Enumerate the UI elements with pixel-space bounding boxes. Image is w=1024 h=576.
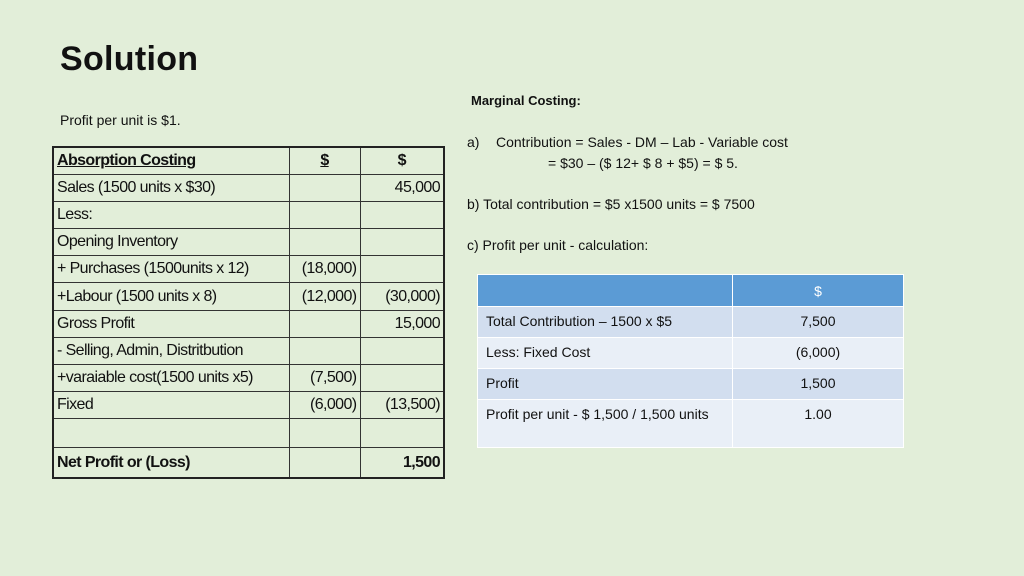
- table-row: [53, 201, 444, 228]
- table-row: [53, 365, 444, 392]
- row-value-1: (12,000): [289, 283, 360, 310]
- marginal-costing-table: [477, 274, 904, 448]
- table-row: [53, 419, 444, 448]
- row-value-1: [289, 229, 360, 256]
- row-value: 7,500: [733, 307, 904, 338]
- table-row: [478, 369, 904, 400]
- page-title: Solution: [60, 40, 199, 78]
- row-label: Profit: [478, 369, 733, 400]
- row-label: Less: Fixed Cost: [478, 338, 733, 369]
- row-value: 1,500: [733, 369, 904, 400]
- row-value-2: [360, 337, 444, 364]
- table-row: [53, 256, 444, 283]
- table-row: [53, 310, 444, 337]
- row-label: +varaiable cost(1500 units x5): [53, 365, 289, 392]
- row-value: (6,000): [733, 338, 904, 369]
- row-value-1: [289, 174, 360, 201]
- row-label: +Labour (1500 units x 8): [53, 283, 289, 310]
- row-value-2: 15,000: [360, 310, 444, 337]
- row-label: + Purchases (1500units x 12): [53, 256, 289, 283]
- total-contribution-line: b) Total contribution = $5 x1500 units = $ 7500: [467, 196, 755, 212]
- row-label: Gross Profit: [53, 310, 289, 337]
- row-value-1: [289, 310, 360, 337]
- row-label: - Selling, Admin, Distritbution: [53, 337, 289, 364]
- absorption-header-label: Absorption Costing: [57, 151, 196, 169]
- row-value-2: [360, 201, 444, 228]
- absorption-header-col2: $: [360, 147, 444, 174]
- row-value-2: (13,500): [360, 392, 444, 419]
- contribution-formula: Contribution = Sales - DM – Lab - Variable cost: [496, 134, 788, 150]
- table-row: [53, 337, 444, 364]
- row-label: Opening Inventory: [53, 229, 289, 256]
- row-label: Sales (1500 units x $30): [53, 174, 289, 201]
- row-value-2: [360, 256, 444, 283]
- table-row: [53, 174, 444, 201]
- net-profit-value-1: [289, 448, 360, 478]
- row-label: [53, 419, 289, 448]
- row-value-1: [289, 201, 360, 228]
- row-label: Less:: [53, 201, 289, 228]
- header-col1: [478, 275, 733, 307]
- row-value-1: [289, 337, 360, 364]
- net-profit-row: [53, 448, 444, 478]
- row-value-2: [360, 229, 444, 256]
- table-row: [53, 229, 444, 256]
- row-value: 1.00: [733, 400, 904, 448]
- table-row: [478, 338, 904, 369]
- table-header-row: [478, 275, 904, 307]
- net-profit-value-2: 1,500: [360, 448, 444, 478]
- contribution-calculation: = $30 – ($ 12+ $ 8 + $5) = $ 5.: [548, 155, 738, 171]
- row-value-1: [289, 419, 360, 448]
- row-value-2: [360, 419, 444, 448]
- table-row: [478, 307, 904, 338]
- row-value-1: (7,500): [289, 365, 360, 392]
- row-value-2: [360, 365, 444, 392]
- absorption-header-col1: $: [320, 151, 329, 169]
- table-row: [53, 392, 444, 419]
- table-row: [478, 400, 904, 448]
- table-row: [53, 283, 444, 310]
- row-value-1: (18,000): [289, 256, 360, 283]
- table-header-row: [53, 147, 444, 174]
- row-value-2: (30,000): [360, 283, 444, 310]
- row-label: Profit per unit - $ 1,500 / 1,500 units: [478, 400, 733, 448]
- row-label: Fixed: [53, 392, 289, 419]
- row-value-1: (6,000): [289, 392, 360, 419]
- item-a-label: a): [467, 134, 480, 150]
- net-profit-label: Net Profit or (Loss): [53, 448, 289, 478]
- row-value-2: 45,000: [360, 174, 444, 201]
- absorption-costing-table: [52, 146, 445, 479]
- profit-per-unit-note: Profit per unit is $1.: [60, 112, 181, 128]
- marginal-costing-title: Marginal Costing:: [471, 93, 581, 108]
- profit-per-unit-calc-line: c) Profit per unit - calculation:: [467, 237, 649, 253]
- row-label: Total Contribution – 1500 x $5: [478, 307, 733, 338]
- contribution-line: [467, 134, 788, 150]
- header-col2: $: [733, 275, 904, 307]
